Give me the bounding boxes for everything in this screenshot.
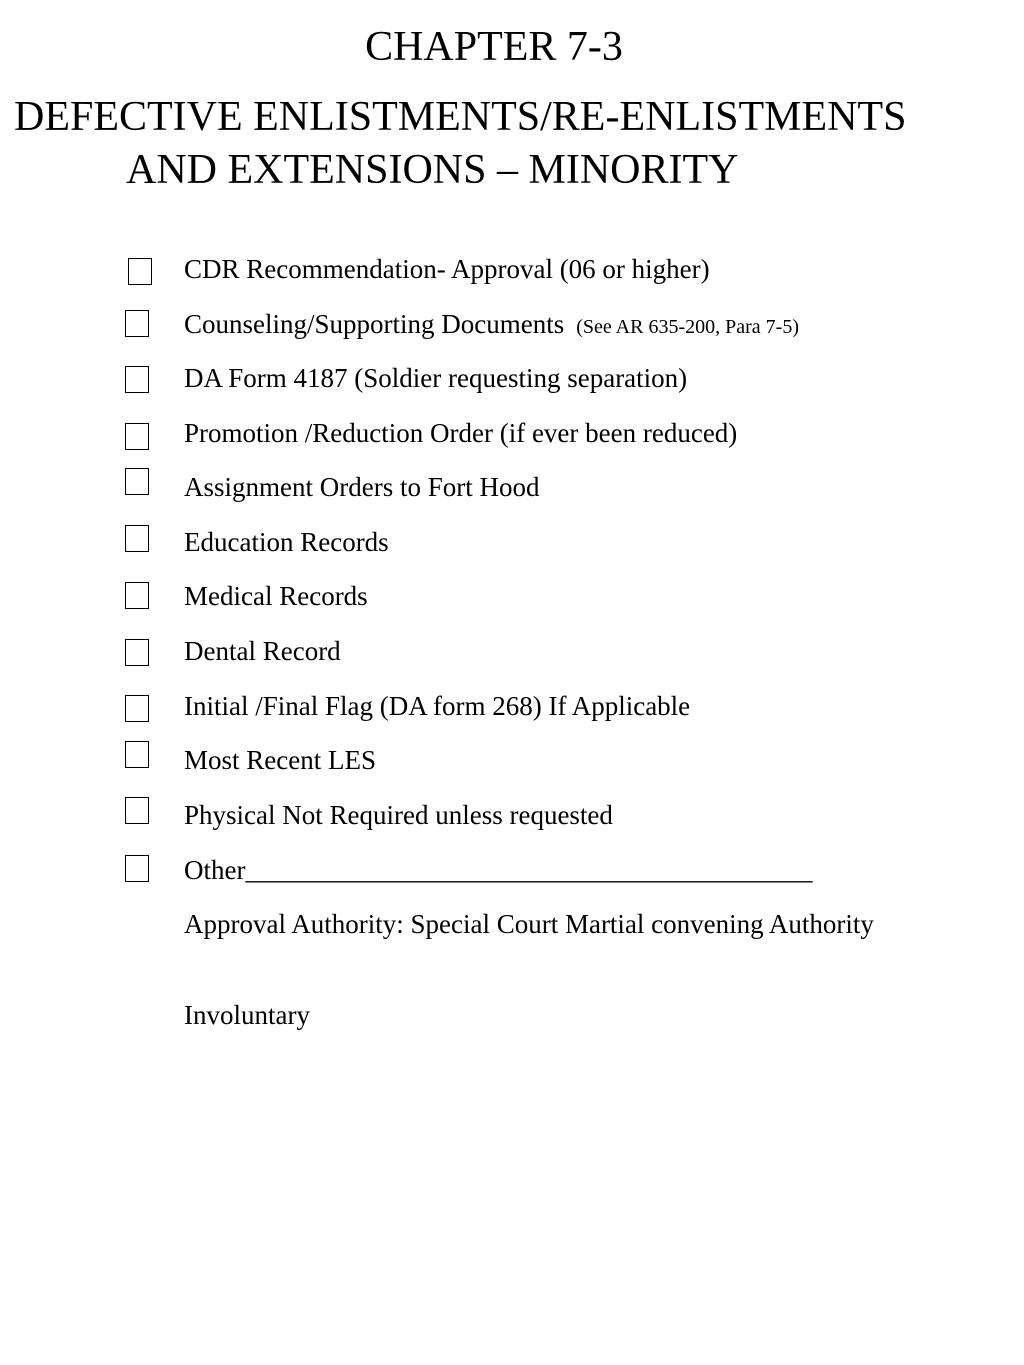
checkbox-most-recent-les[interactable] [125,741,149,768]
checklist-item-assignment-orders: Assignment Orders to Fort Hood [184,472,540,502]
checklist-item-counseling-label: Counseling/Supporting Documents [184,309,565,339]
checklist-item-cdr-recommendation: CDR Recommendation- Approval (06 or higher) [184,254,710,284]
checklist-item-physical: Physical Not Required unless requested [184,800,613,830]
checklist-item-counseling-note: (See AR 635-200, Para 7-5) [576,316,799,338]
checkbox-medical-records[interactable] [125,582,149,609]
page-title-line-2: AND EXTENSIONS – MINORITY [126,147,739,193]
checkbox-education-records[interactable] [125,525,149,552]
checkbox-other[interactable] [125,855,149,882]
checkbox-dental-record[interactable] [125,639,149,666]
checklist-item-other: Other__________________________________________ [184,855,813,885]
checklist-item-promotion-reduction: Promotion /Reduction Order (if ever been reduced) [184,418,738,448]
checklist-item-most-recent-les: Most Recent LES [184,745,376,775]
checkbox-physical[interactable] [125,797,149,824]
checkbox-initial-final-flag[interactable] [125,695,149,722]
checklist-item-dental-record: Dental Record [184,636,341,666]
checkbox-promotion-reduction[interactable] [125,423,149,450]
checklist-item-medical-records: Medical Records [184,581,368,611]
checkbox-assignment-orders[interactable] [125,468,149,495]
page-title-line-1: DEFECTIVE ENLISTMENTS/RE-ENLISTMENTS [14,94,907,140]
checklist-item-initial-final-flag: Initial /Final Flag (DA form 268) If Applicable [184,691,691,721]
checklist-item-education-records: Education Records [184,527,389,557]
approval-authority-text: Approval Authority: Special Court Martial convening Authority [184,909,874,939]
checkbox-counseling[interactable] [125,310,149,337]
checklist-item-counseling [184,306,799,345]
chapter-heading: CHAPTER 7-3 [365,24,623,70]
checkbox-da-form-4187[interactable] [125,366,149,393]
checkbox-cdr-recommendation[interactable] [128,258,152,285]
checklist-item-da-form-4187: DA Form 4187 (Soldier requesting separation) [184,363,688,393]
separation-type-text: Involuntary [184,1000,310,1030]
